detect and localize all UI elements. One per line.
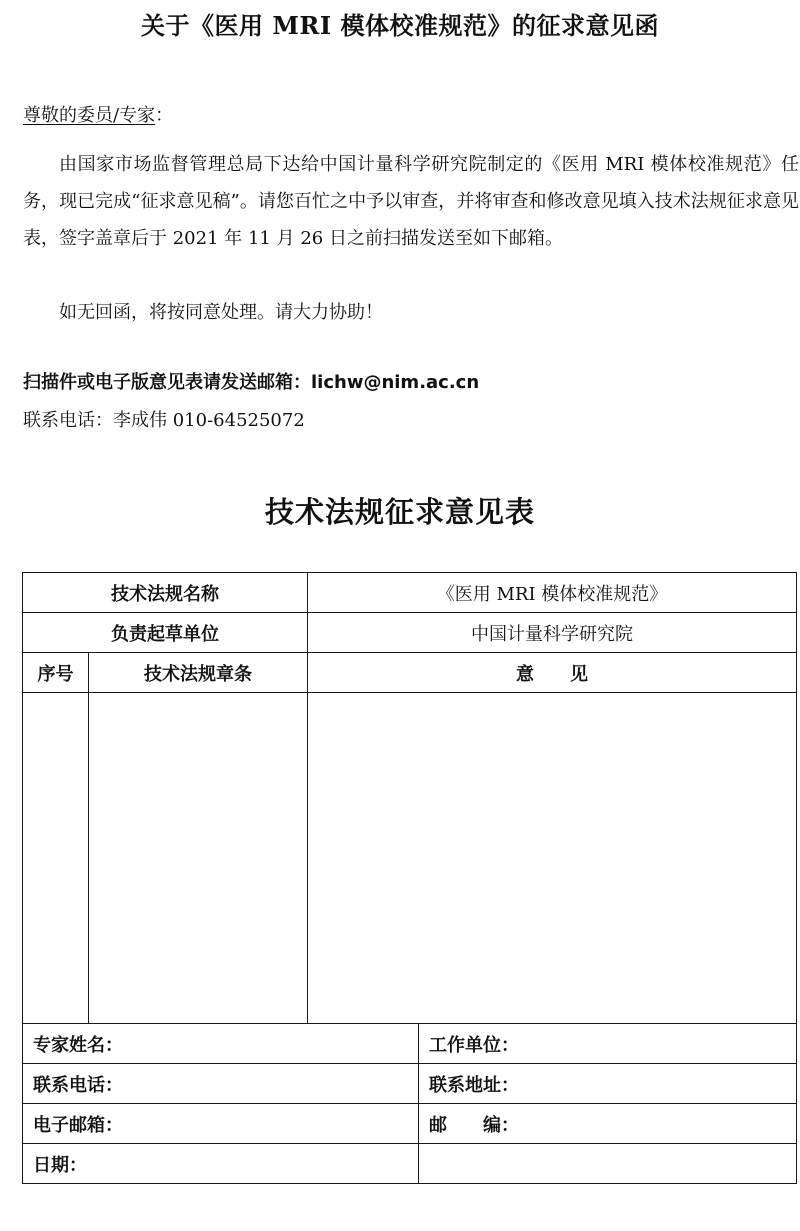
date-blank-cell[interactable] <box>419 1144 797 1184</box>
work-unit-field[interactable]: 工作单位： <box>419 1024 797 1064</box>
phone-field[interactable]: 联系电话： <box>23 1064 419 1104</box>
letter-title: 关于《医用 MRI 模体校准规范》的征求意见函 <box>141 11 659 40</box>
date-field[interactable]: 日期： <box>23 1144 419 1184</box>
entry-no-cell[interactable] <box>23 693 89 1024</box>
salutation-text: 尊敬的委员/专家 <box>23 105 156 126</box>
name-label: 技术法规名称 <box>23 573 308 613</box>
entry-opinion-cell[interactable] <box>308 693 797 1024</box>
form-row-contact <box>23 1064 797 1104</box>
form-title: 技术法规征求意见表 <box>264 495 535 529</box>
form-entry-row <box>23 693 797 1024</box>
drafter-label: 负责起草单位 <box>23 613 308 653</box>
letter-paragraph-2: 如无回函，将按同意处理。请大力协助！ <box>59 302 383 323</box>
postcode-field[interactable]: 邮 编： <box>419 1104 797 1144</box>
expert-name-field[interactable]: 专家姓名： <box>23 1024 419 1064</box>
entry-clause-cell[interactable] <box>89 693 308 1024</box>
address-field[interactable]: 联系地址： <box>419 1064 797 1104</box>
email-instruction: 扫描件或电子版意见表请发送邮箱：lichw@nim.ac.cn <box>23 372 480 393</box>
form-row-email <box>23 1104 797 1144</box>
form-row-name <box>23 573 797 613</box>
drafter-value: 中国计量科学研究院 <box>308 613 797 653</box>
email-field[interactable]: 电子邮箱： <box>23 1104 419 1144</box>
salutation-colon: ： <box>155 105 174 126</box>
salutation <box>23 102 173 130</box>
form-row-expert <box>23 1024 797 1064</box>
form-row-date <box>23 1144 797 1184</box>
form-header-row <box>23 653 797 693</box>
col-header-opinion: 意 见 <box>308 653 797 693</box>
contact-phone: 联系电话：李成伟 010-64525072 <box>23 410 305 431</box>
col-header-clause: 技术法规章条 <box>89 653 308 693</box>
letter-paragraph-1: 由国家市场监督管理总局下达给中国计量科学研究院制定的《医用 MRI 模体校准规范》任务，现已完成“征求意见稿”。请您百忙之中予以审查，并将审查和修改意见填入技术法规征求意见表，签字盖章后于 2021 年 11 月 26 日之前扫描发送至如下邮箱。 <box>23 154 799 249</box>
name-value: 《医用 MRI 模体校准规范》 <box>308 573 797 613</box>
form-row-drafter <box>23 613 797 653</box>
col-header-no: 序号 <box>23 653 89 693</box>
opinion-form-table <box>22 572 797 1184</box>
